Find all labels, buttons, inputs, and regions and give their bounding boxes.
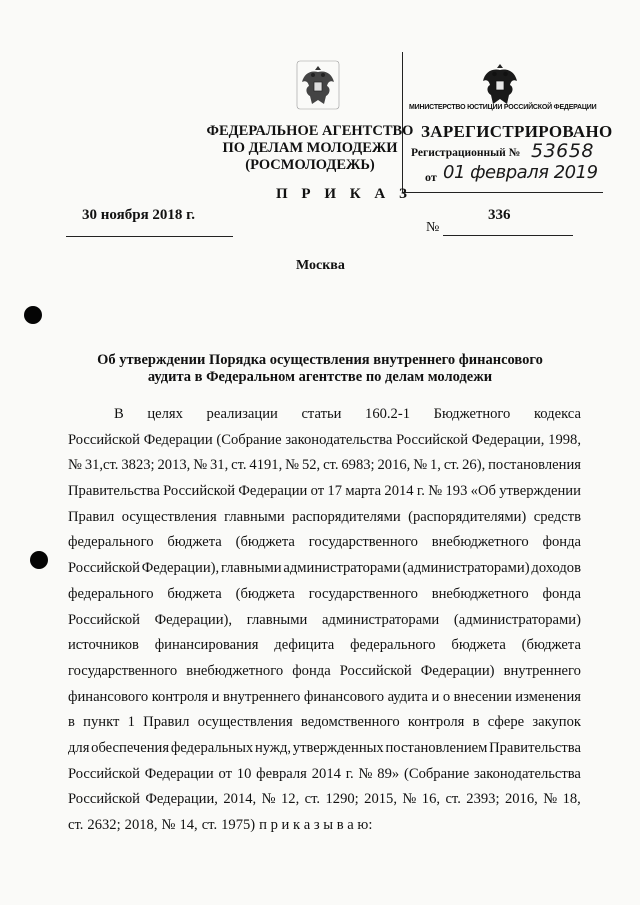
body-word: 2016, <box>377 457 411 474</box>
body-word: 2014 <box>311 765 341 782</box>
body-word: Федерации) <box>420 662 495 679</box>
body-word: № <box>428 483 443 500</box>
body-word: (Собрание <box>403 765 470 782</box>
body-word: распорядителями <box>292 508 401 525</box>
body-word: 52, <box>301 457 321 474</box>
agency-name-header <box>205 123 415 174</box>
body-word: Федерации, <box>471 431 545 448</box>
body-line <box>68 453 581 479</box>
title-line: аудита в Федеральном агентстве по делам молодежи <box>147 369 493 385</box>
body-line <box>68 530 581 556</box>
body-word: 14, <box>179 817 198 833</box>
body-line <box>68 428 581 454</box>
body-word: внебюджетного <box>431 585 529 602</box>
body-word: внебюджетного <box>186 662 284 679</box>
body-line <box>68 479 581 505</box>
document-type-heading: П Р И К А З <box>276 186 412 202</box>
body-word: Российской <box>68 431 140 448</box>
body-word: Российской <box>68 611 140 628</box>
coat-of-arms-emblem-icon <box>296 60 340 110</box>
agency-line: ПО ДЕЛАМ МОЛОДЕЖИ <box>222 140 398 156</box>
body-word: 1 <box>127 714 135 731</box>
body-word: в <box>472 714 480 731</box>
body-word: осуществления <box>121 508 217 525</box>
body-word: 193 <box>445 483 468 500</box>
body-line <box>68 556 581 582</box>
body-line <box>68 762 581 788</box>
agency-line: ФЕДЕРАЛЬНОЕ АГЕНТСТВО <box>206 123 414 139</box>
body-word: законодательства <box>473 765 581 782</box>
body-word: (бюджета <box>235 585 295 602</box>
body-word: Российской <box>68 560 140 577</box>
body-word: 160.2-1 <box>365 406 411 422</box>
body-word: Федерации), <box>141 560 220 577</box>
body-word: ст. <box>323 457 339 474</box>
body-word: № <box>402 791 417 808</box>
body-word: ст. <box>443 457 460 474</box>
body-word: федерального <box>68 534 154 551</box>
body-word: утвержденных <box>292 739 384 756</box>
body-word: (администраторами) <box>402 560 530 577</box>
body-word: 1975) <box>221 817 256 833</box>
body-word: пункт <box>83 714 120 731</box>
body-word: ст. <box>304 791 321 808</box>
body-word: Российской <box>163 483 236 500</box>
body-word: главными <box>246 611 308 628</box>
body-line <box>68 736 581 762</box>
body-word: фонда <box>292 662 331 679</box>
stamp-ministry-name: МИНИСТЕРСТВО ЮСТИЦИИ РОССИЙСКОЙ ФЕДЕРАЦИИ <box>409 104 597 111</box>
body-word: нужд, <box>254 739 292 756</box>
body-word: 26), <box>462 457 486 474</box>
body-word: 3823; <box>121 457 155 474</box>
body-word: № <box>413 457 428 474</box>
body-word: 2015, <box>364 791 397 808</box>
body-word: финансирования <box>154 637 259 654</box>
body-word: и <box>211 688 220 705</box>
body-word: № <box>161 817 176 833</box>
body-word: внутреннего <box>222 688 301 705</box>
body-word: 2014, <box>223 791 257 808</box>
body-word: закупок <box>532 714 581 731</box>
body-word: 31, <box>210 457 229 474</box>
body-word: внесении <box>453 688 512 705</box>
body-word: Российской <box>339 662 412 679</box>
body-word: 2632; <box>87 817 121 833</box>
body-word: федерального <box>68 585 154 602</box>
body-word: кодекса <box>533 406 581 422</box>
body-word: Российской <box>68 765 140 782</box>
body-word: 1998, <box>548 431 581 448</box>
body-line <box>68 813 581 839</box>
body-word: 16, <box>421 791 441 808</box>
body-word: для <box>68 739 90 756</box>
body-word: фонда <box>542 534 581 551</box>
body-word: № <box>358 765 373 782</box>
body-word: сфере <box>487 714 525 731</box>
body-word: о <box>442 688 451 705</box>
body-word: администраторами <box>321 611 440 628</box>
date-underline <box>66 236 233 237</box>
body-word: утверждении <box>499 483 581 500</box>
body-word: ст. <box>445 791 461 808</box>
body-word: 2013, <box>157 457 191 474</box>
body-line <box>68 402 581 428</box>
body-word: Российской <box>68 791 140 808</box>
body-line <box>68 659 581 685</box>
body-word: бюджета <box>167 534 222 551</box>
body-word: государственного <box>308 534 418 551</box>
body-word: ведомственного <box>300 714 400 731</box>
body-word: (Собрание <box>216 431 282 448</box>
body-word: главными <box>221 560 282 577</box>
body-word: федерального <box>350 637 436 654</box>
body-word: федеральных <box>170 739 254 756</box>
document-title <box>90 352 550 386</box>
body-line <box>68 710 581 736</box>
body-word: Правительства <box>68 483 160 500</box>
document-number: 336 <box>488 207 511 223</box>
body-line <box>68 505 581 531</box>
body-word: бюджета <box>451 637 506 654</box>
stamp-date-prefix: от <box>425 170 437 184</box>
body-word: от <box>310 483 325 500</box>
body-word: государственного <box>308 585 418 602</box>
body-word: аудита <box>387 688 428 705</box>
body-word: финансового <box>68 688 149 705</box>
body-word: реализации <box>206 406 278 422</box>
document-date: 30 ноября 2018 г. <box>82 207 196 223</box>
body-word: № <box>68 457 82 474</box>
body-word: изменения <box>515 688 581 705</box>
body-word: обеспечения <box>91 739 170 756</box>
body-word: осуществления <box>197 714 293 731</box>
body-word: главными <box>224 508 285 525</box>
title-line: Об утверждении Порядка осуществления внутреннего финансового <box>97 352 543 368</box>
body-word: Бюджетного <box>433 406 511 422</box>
body-word: Федерации <box>238 483 308 500</box>
body-word: (распорядителями) <box>408 508 527 525</box>
body-word: 1, <box>430 457 441 474</box>
registration-stamp <box>402 52 613 193</box>
body-word: 10 <box>236 765 252 782</box>
body-word: 18, <box>562 791 581 808</box>
body-word: ст. <box>231 457 247 474</box>
body-word: № <box>193 457 208 474</box>
body-word: ст. <box>201 817 218 833</box>
body-word: 2018, <box>124 817 158 833</box>
body-word: (бюджета <box>235 534 295 551</box>
number-sign: № <box>426 220 440 235</box>
body-word: и <box>431 688 440 705</box>
body-word: № <box>285 457 300 474</box>
body-word: 2393; <box>466 791 500 808</box>
body-word: п р и к а з ы в а ю: <box>259 817 373 833</box>
body-word: Правил <box>143 714 190 731</box>
body-word: № <box>261 791 276 808</box>
body-word: 4191, <box>249 457 283 474</box>
body-word: Федерации), <box>154 611 233 628</box>
body-word: Федерации, <box>145 791 218 808</box>
body-word: 17 <box>327 483 343 500</box>
body-word: (бюджета <box>521 637 581 654</box>
stamp-registered-label: ЗАРЕГИСТРИРОВАНО <box>421 122 613 141</box>
body-word: постановлением <box>385 739 488 756</box>
body-word: «Об <box>470 483 496 500</box>
punch-hole <box>30 551 48 569</box>
body-word: № <box>543 791 558 808</box>
body-word: внебюджетного <box>431 534 529 551</box>
body-word: 31,ст. <box>84 457 119 474</box>
body-word: от <box>218 765 232 782</box>
body-line <box>68 633 581 659</box>
document-city: Москва <box>296 258 345 273</box>
body-line <box>68 685 581 711</box>
agency-line: (РОСМОЛОДЕЖЬ) <box>245 157 375 173</box>
body-word: 6983; <box>341 457 375 474</box>
body-word: ст. <box>68 817 84 833</box>
body-word: средств <box>533 508 581 525</box>
body-word: внутреннего <box>503 662 581 679</box>
body-word: Федерации <box>144 765 214 782</box>
body-word: контроля <box>407 714 465 731</box>
body-word: г. <box>416 483 425 500</box>
body-word: Правительства <box>489 739 581 756</box>
body-word: финансового <box>303 688 385 705</box>
body-word: Российской <box>396 431 469 448</box>
body-line <box>68 582 581 608</box>
body-word: Правил <box>68 508 115 525</box>
body-word: Федерации <box>143 431 213 448</box>
body-line <box>68 608 581 634</box>
body-word: в <box>68 714 75 731</box>
body-word: 1290; <box>325 791 359 808</box>
body-word: источников <box>68 637 139 654</box>
body-word: (администраторами) <box>453 611 581 628</box>
body-word: бюджета <box>167 585 222 602</box>
stamp-handwritten-date: 01 февраля 2019 <box>443 162 598 183</box>
stamp-registration-label: Регистрационный № <box>411 147 521 159</box>
body-word: 2014 <box>384 483 414 500</box>
body-word: марта <box>345 483 382 500</box>
body-word: статьи <box>301 406 342 422</box>
body-word: г. <box>345 765 354 782</box>
body-word: 89» <box>377 765 400 782</box>
body-word: контроля <box>151 688 209 705</box>
body-word: целях <box>147 406 183 422</box>
body-word: фонда <box>542 585 581 602</box>
body-word: государственного <box>68 662 178 679</box>
body-word: февраля <box>256 765 307 782</box>
body-line <box>68 787 581 813</box>
punch-hole <box>24 306 42 324</box>
body-word: дефицита <box>274 637 335 654</box>
body-word: администраторами <box>283 560 401 577</box>
body-word: законодательства <box>285 431 393 448</box>
body-word: постановления <box>488 457 581 474</box>
stamp-registration-number: 53658 <box>531 140 594 162</box>
body-word: В <box>114 406 124 422</box>
body-word: 12, <box>280 791 300 808</box>
body-word: 2016, <box>504 791 538 808</box>
document-body <box>68 402 581 839</box>
number-underline <box>443 235 573 236</box>
body-word: доходов <box>531 560 581 577</box>
